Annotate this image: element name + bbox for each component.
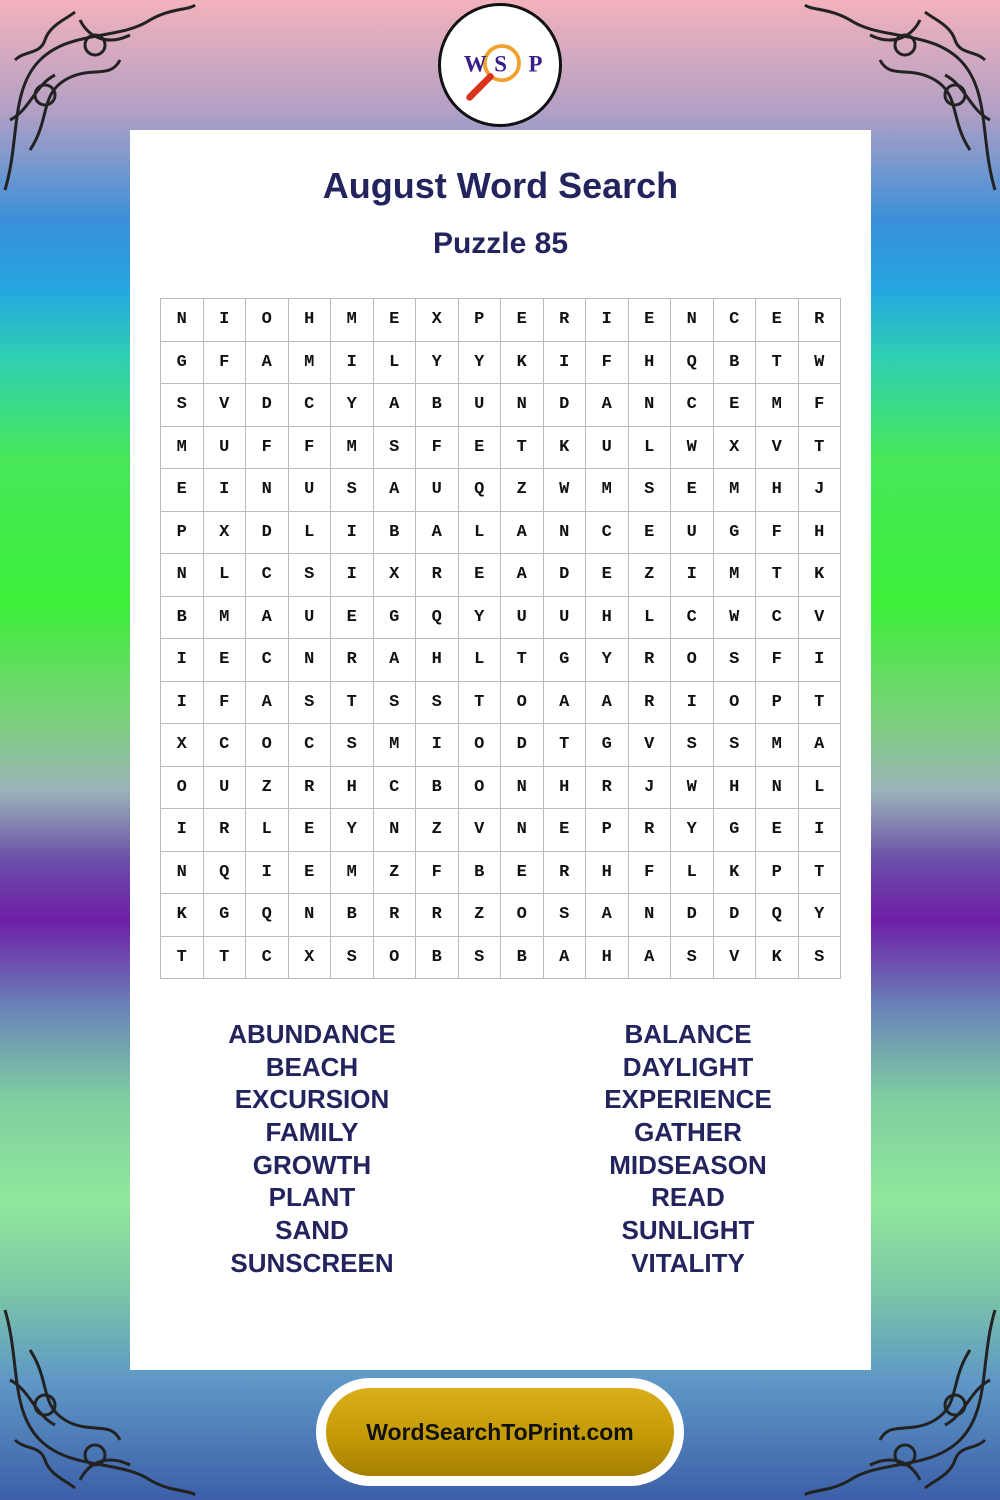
grid-cell[interactable]: F [204,342,247,385]
word-list-left [162,1018,462,1280]
grid-cell[interactable]: E [714,384,757,427]
grid-cell[interactable]: Y [331,809,374,852]
grid-cell[interactable]: H [289,299,332,342]
grid-cell[interactable]: D [246,512,289,555]
grid-cell[interactable]: C [204,724,247,767]
grid-cell[interactable]: X [161,724,204,767]
grid-cell[interactable]: R [204,809,247,852]
grid-cell[interactable]: I [799,809,842,852]
grid-cell[interactable]: V [459,809,502,852]
grid-cell[interactable]: B [416,767,459,810]
word-list-item: MIDSEASON [609,1149,767,1180]
grid-cell[interactable]: T [161,937,204,980]
grid-cell[interactable]: Q [204,852,247,895]
grid-cell[interactable]: P [756,682,799,725]
grid-cell[interactable]: B [501,937,544,980]
grid-cell[interactable]: A [586,894,629,937]
grid-cell[interactable]: C [289,724,332,767]
grid-cell[interactable]: J [629,767,672,810]
grid-cell[interactable]: S [289,682,332,725]
grid-cell[interactable]: S [331,469,374,512]
grid-cell[interactable]: C [714,299,757,342]
grid-cell[interactable]: I [161,682,204,725]
word-list-item: DAYLIGHT [622,1051,754,1082]
grid-cell[interactable]: T [544,724,587,767]
grid-cell[interactable]: R [416,894,459,937]
grid-cell[interactable]: H [586,937,629,980]
grid-cell[interactable]: F [416,427,459,470]
grid-cell[interactable]: R [544,852,587,895]
grid-cell[interactable]: H [756,469,799,512]
grid-cell[interactable]: G [374,597,417,640]
grid-cell[interactable]: H [629,342,672,385]
grid-cell[interactable]: M [331,299,374,342]
grid-cell[interactable]: E [289,852,332,895]
word-list-item: GROWTH [252,1149,372,1180]
grid-cell[interactable]: K [501,342,544,385]
grid-cell[interactable]: C [671,597,714,640]
grid-cell[interactable]: A [799,724,842,767]
grid-cell[interactable]: G [544,639,587,682]
grid-cell[interactable]: W [714,597,757,640]
grid-cell[interactable]: Q [756,894,799,937]
grid-cell[interactable]: N [161,299,204,342]
grid-cell[interactable]: L [459,512,502,555]
grid-cell[interactable]: E [629,299,672,342]
grid-cell[interactable]: O [501,682,544,725]
grid-cell[interactable]: V [204,384,247,427]
grid-cell[interactable]: S [331,724,374,767]
grid-cell[interactable]: P [161,512,204,555]
grid-cell[interactable]: K [544,427,587,470]
grid-cell[interactable]: E [289,809,332,852]
grid-cell[interactable]: H [331,767,374,810]
site-logo[interactable] [438,3,562,127]
grid-cell[interactable]: K [756,937,799,980]
grid-cell[interactable]: Z [501,469,544,512]
grid-cell[interactable]: H [416,639,459,682]
grid-cell[interactable]: M [289,342,332,385]
grid-cell[interactable]: M [374,724,417,767]
grid-cell[interactable]: Y [416,342,459,385]
grid-cell[interactable]: W [671,767,714,810]
grid-cell[interactable]: I [331,342,374,385]
grid-cell[interactable]: S [544,894,587,937]
grid-cell[interactable]: D [544,554,587,597]
grid-cell[interactable]: V [756,427,799,470]
grid-cell[interactable]: V [629,724,672,767]
grid-cell[interactable]: U [544,597,587,640]
grid-cell[interactable]: N [289,639,332,682]
letter-grid [160,298,841,979]
grid-cell[interactable]: S [416,682,459,725]
grid-cell[interactable]: Z [374,852,417,895]
grid-cell[interactable]: T [501,427,544,470]
grid-cell[interactable]: U [416,469,459,512]
grid-cell[interactable]: E [459,554,502,597]
grid-cell[interactable]: N [544,512,587,555]
grid-cell[interactable]: F [204,682,247,725]
grid-cell[interactable]: S [289,554,332,597]
grid-cell[interactable]: B [416,937,459,980]
word-list-item: FAMILY [265,1117,359,1148]
grid-cell[interactable]: L [629,427,672,470]
grid-cell[interactable]: B [714,342,757,385]
grid-cell[interactable]: R [544,299,587,342]
grid-cell[interactable]: E [544,809,587,852]
page-title: August Word Search [322,165,679,206]
grid-cell[interactable]: N [246,469,289,512]
grid-cell[interactable]: L [671,852,714,895]
grid-cell[interactable]: T [799,682,842,725]
grid-cell[interactable]: E [671,469,714,512]
grid-cell[interactable]: R [629,682,672,725]
grid-cell[interactable]: A [374,384,417,427]
logo-letter-p: P [528,51,543,77]
grid-cell[interactable]: I [161,639,204,682]
grid-cell[interactable]: A [246,342,289,385]
grid-cell[interactable]: J [799,469,842,512]
grid-cell[interactable]: E [161,469,204,512]
grid-cell[interactable]: A [586,682,629,725]
grid-cell[interactable]: E [331,597,374,640]
grid-cell[interactable]: I [204,469,247,512]
grid-cell[interactable]: U [289,469,332,512]
grid-cell[interactable]: Y [799,894,842,937]
grid-cell[interactable]: U [459,384,502,427]
grid-cell[interactable]: U [204,767,247,810]
grid-cell[interactable]: I [246,852,289,895]
site-link-label: WordSearchToPrint.com [326,1388,674,1476]
grid-cell[interactable]: N [501,767,544,810]
grid-cell[interactable]: O [459,767,502,810]
grid-cell[interactable]: A [374,639,417,682]
grid-cell[interactable]: G [161,342,204,385]
word-list-item: BALANCE [624,1019,752,1049]
grid-cell[interactable]: C [586,512,629,555]
grid-cell[interactable]: I [671,682,714,725]
grid-cell[interactable]: R [374,894,417,937]
grid-cell[interactable]: N [501,809,544,852]
grid-cell[interactable]: F [799,384,842,427]
grid-cell[interactable]: Q [416,597,459,640]
grid-cell[interactable]: S [799,937,842,980]
word-list-item: SAND [275,1215,349,1246]
grid-cell[interactable]: M [161,427,204,470]
grid-cell[interactable]: D [714,894,757,937]
grid-cell[interactable]: I [161,809,204,852]
grid-cell[interactable]: T [799,852,842,895]
grid-cell[interactable]: H [714,767,757,810]
grid-cell[interactable]: D [671,894,714,937]
grid-cell[interactable]: O [459,724,502,767]
grid-cell[interactable]: O [714,682,757,725]
grid-cell[interactable]: E [586,554,629,597]
grid-cell[interactable]: C [246,554,289,597]
grid-cell[interactable]: W [799,342,842,385]
word-list-item: EXPERIENCE [604,1084,772,1115]
grid-cell[interactable]: Y [671,809,714,852]
grid-cell[interactable]: E [756,809,799,852]
grid-cell[interactable]: L [204,554,247,597]
grid-cell[interactable]: H [799,512,842,555]
grid-cell[interactable]: S [671,724,714,767]
grid-cell[interactable]: S [671,937,714,980]
grid-cell[interactable]: E [204,639,247,682]
grid-cell[interactable]: W [544,469,587,512]
grid-cell[interactable]: B [374,512,417,555]
grid-cell[interactable]: M [756,724,799,767]
grid-cell[interactable]: P [586,809,629,852]
grid-cell[interactable]: A [246,682,289,725]
grid-cell[interactable]: I [331,512,374,555]
grid-cell[interactable]: X [374,554,417,597]
grid-cell[interactable]: R [629,639,672,682]
grid-cell[interactable]: T [204,937,247,980]
grid-cell[interactable]: R [629,809,672,852]
grid-cell[interactable]: O [246,724,289,767]
grid-cell[interactable]: Y [459,597,502,640]
grid-cell[interactable]: P [756,852,799,895]
grid-cell[interactable]: X [289,937,332,980]
grid-cell[interactable]: F [586,342,629,385]
grid-cell[interactable]: W [671,427,714,470]
grid-cell[interactable]: C [374,767,417,810]
grid-cell[interactable]: B [331,894,374,937]
word-list-item: SUNLIGHT [621,1215,755,1246]
grid-cell[interactable]: E [374,299,417,342]
grid-cell[interactable]: E [756,299,799,342]
grid-cell[interactable]: T [799,427,842,470]
word-list-item: BEACH [265,1051,359,1082]
grid-cell[interactable]: A [501,512,544,555]
grid-cell[interactable]: G [714,512,757,555]
grid-cell[interactable]: D [246,384,289,427]
grid-cell[interactable]: L [289,512,332,555]
grid-cell[interactable]: G [714,809,757,852]
grid-cell[interactable]: X [204,512,247,555]
grid-cell[interactable]: B [161,597,204,640]
grid-cell[interactable]: G [204,894,247,937]
grid-cell[interactable]: S [374,427,417,470]
grid-cell[interactable]: L [459,639,502,682]
grid-cell[interactable]: C [246,639,289,682]
grid-cell[interactable]: F [246,427,289,470]
grid-cell[interactable]: K [714,852,757,895]
grid-cell[interactable]: N [671,299,714,342]
grid-cell[interactable]: Y [459,342,502,385]
grid-cell[interactable]: R [289,767,332,810]
grid-cell[interactable]: L [629,597,672,640]
grid-cell[interactable]: M [714,469,757,512]
grid-cell[interactable]: Z [416,809,459,852]
logo-letter-w: W [463,51,487,77]
grid-cell[interactable]: M [204,597,247,640]
grid-cell[interactable]: U [501,597,544,640]
grid-cell[interactable]: C [671,384,714,427]
grid-cell[interactable]: Z [629,554,672,597]
grid-cell[interactable]: K [161,894,204,937]
grid-cell[interactable]: N [161,852,204,895]
grid-cell[interactable]: A [374,469,417,512]
grid-cell[interactable]: Q [459,469,502,512]
grid-cell[interactable]: O [374,937,417,980]
grid-cell[interactable]: T [459,682,502,725]
grid-cell[interactable]: F [289,427,332,470]
grid-cell[interactable]: T [756,554,799,597]
grid-cell[interactable]: U [289,597,332,640]
grid-cell[interactable]: T [331,682,374,725]
grid-cell[interactable]: S [629,469,672,512]
grid-cell[interactable]: V [714,937,757,980]
grid-cell[interactable]: B [459,852,502,895]
grid-cell[interactable]: T [501,639,544,682]
grid-cell[interactable]: A [501,554,544,597]
grid-cell[interactable]: R [799,299,842,342]
grid-cell[interactable]: D [544,384,587,427]
word-list-item: PLANT [268,1182,356,1213]
grid-cell[interactable]: N [289,894,332,937]
grid-cell[interactable]: O [671,639,714,682]
word-list-item: READ [651,1182,725,1213]
grid-cell[interactable]: L [799,767,842,810]
grid-cell[interactable]: X [416,299,459,342]
word-list-item: VITALITY [631,1247,745,1278]
grid-cell[interactable]: H [544,767,587,810]
grid-cell[interactable]: F [756,639,799,682]
word-list-item: EXCURSION [234,1084,390,1115]
puzzle-number: Puzzle 85 [432,227,569,260]
grid-cell[interactable]: Y [586,639,629,682]
grid-cell[interactable]: O [246,299,289,342]
grid-cell[interactable]: Q [246,894,289,937]
grid-cell[interactable]: I [204,299,247,342]
grid-cell[interactable]: I [799,639,842,682]
grid-cell[interactable]: C [246,937,289,980]
puzzle-sheet [130,130,871,1370]
grid-cell[interactable]: A [416,512,459,555]
grid-cell[interactable]: O [501,894,544,937]
grid-cell[interactable]: E [501,852,544,895]
grid-cell[interactable]: T [756,342,799,385]
grid-cell[interactable]: S [714,724,757,767]
grid-cell[interactable]: F [756,512,799,555]
grid-cell[interactable]: S [374,682,417,725]
grid-cell[interactable]: A [544,682,587,725]
grid-cell[interactable]: H [586,852,629,895]
grid-cell[interactable]: C [289,384,332,427]
grid-cell[interactable]: Z [246,767,289,810]
grid-cell[interactable]: U [586,427,629,470]
grid-cell[interactable]: I [586,299,629,342]
grid-cell[interactable]: I [544,342,587,385]
grid-cell[interactable]: S [331,937,374,980]
grid-cell[interactable]: I [331,554,374,597]
grid-cell[interactable]: A [246,597,289,640]
grid-cell[interactable]: K [799,554,842,597]
grid-cell[interactable]: E [459,427,502,470]
grid-cell[interactable]: C [756,597,799,640]
grid-cell[interactable]: I [416,724,459,767]
logo-letter-s: S [494,51,507,77]
word-list-item: ABUNDANCE [228,1019,396,1049]
grid-cell[interactable]: F [416,852,459,895]
grid-cell[interactable]: M [714,554,757,597]
grid-cell[interactable]: A [544,937,587,980]
grid-cell[interactable]: D [501,724,544,767]
grid-cell[interactable]: V [799,597,842,640]
grid-cell[interactable]: Q [671,342,714,385]
grid-cell[interactable]: I [671,554,714,597]
grid-cell[interactable]: P [459,299,502,342]
grid-cell[interactable]: N [629,384,672,427]
grid-cell[interactable]: E [501,299,544,342]
grid-cell[interactable]: A [629,937,672,980]
word-list-item: GATHER [634,1117,742,1148]
grid-cell[interactable]: Y [331,384,374,427]
grid-cell[interactable]: S [161,384,204,427]
grid-cell[interactable]: N [374,809,417,852]
grid-cell[interactable]: S [714,639,757,682]
grid-cell[interactable]: N [629,894,672,937]
grid-cell[interactable]: R [331,639,374,682]
grid-cell[interactable]: M [331,427,374,470]
site-link-button[interactable] [316,1378,684,1486]
grid-cell[interactable]: M [586,469,629,512]
grid-cell[interactable]: M [756,384,799,427]
grid-cell[interactable]: N [756,767,799,810]
word-list-item: SUNSCREEN [230,1247,394,1278]
grid-cell[interactable]: R [416,554,459,597]
grid-cell[interactable]: N [501,384,544,427]
grid-cell[interactable]: B [416,384,459,427]
magnifier-icon [441,6,559,124]
grid-cell[interactable]: E [629,512,672,555]
grid-cell[interactable]: M [331,852,374,895]
grid-cell[interactable]: Z [459,894,502,937]
grid-cell[interactable]: A [586,384,629,427]
grid-cell[interactable]: U [204,427,247,470]
grid-cell[interactable]: R [586,767,629,810]
grid-cell[interactable]: L [246,809,289,852]
grid-cell[interactable]: U [671,512,714,555]
grid-cell[interactable]: H [586,597,629,640]
grid-cell[interactable]: L [374,342,417,385]
grid-cell[interactable]: O [161,767,204,810]
grid-cell[interactable]: S [459,937,502,980]
grid-cell[interactable]: N [161,554,204,597]
grid-cell[interactable]: F [629,852,672,895]
word-list-right [538,1018,838,1280]
grid-cell[interactable]: G [586,724,629,767]
grid-cell[interactable]: X [714,427,757,470]
